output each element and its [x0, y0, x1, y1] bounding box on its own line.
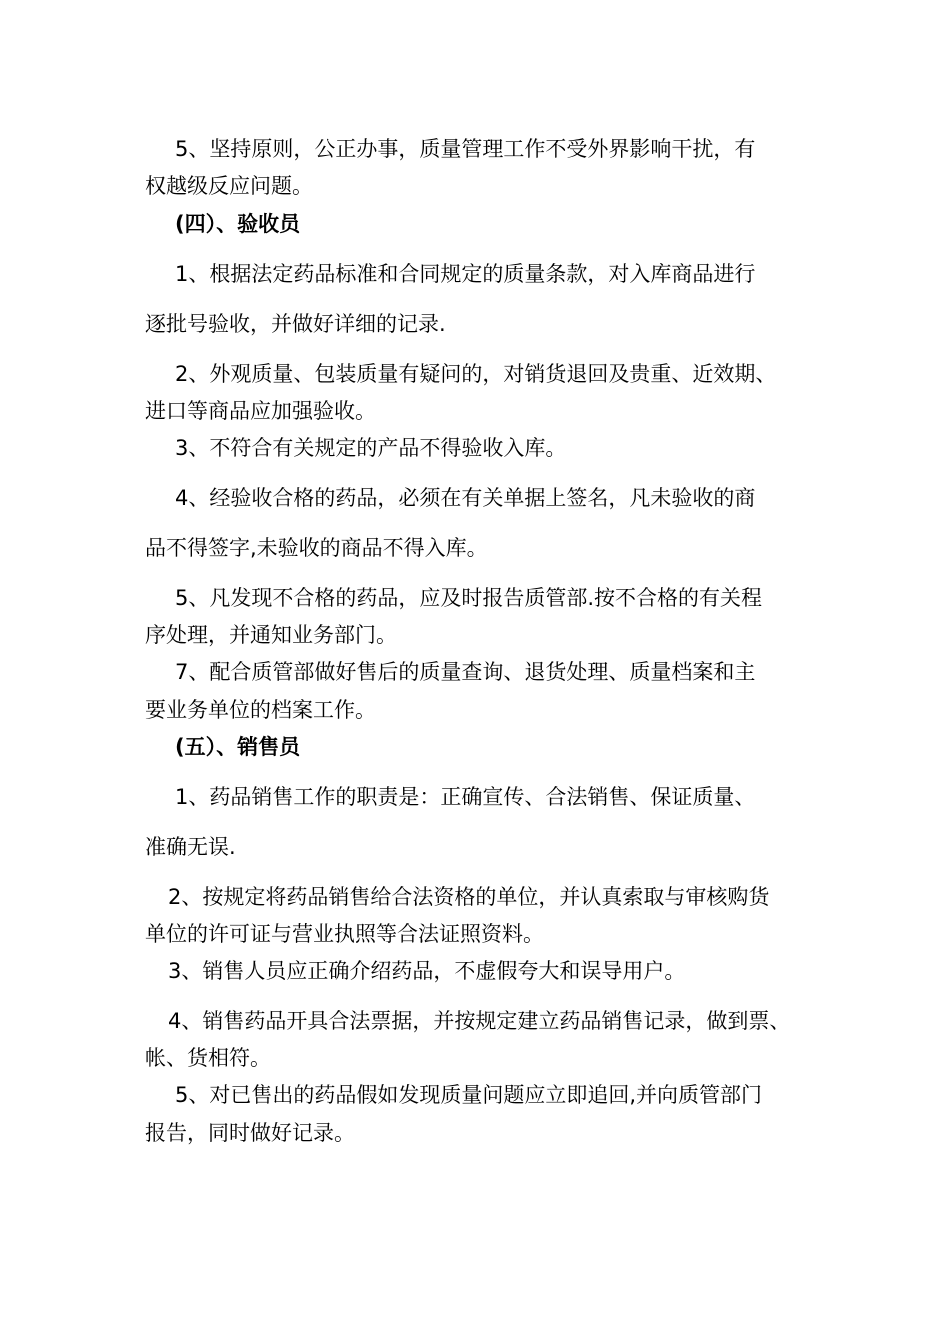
paragraph-line: 5、坚持原则，公正办事，质量管理工作不受外界影响干扰，有: [175, 137, 756, 161]
paragraph-line: 4、经验收合格的药品，必须在有关单据上签名，凡未验收的商: [175, 486, 756, 510]
paragraph-line: 4、销售药品开具合法票据，并按规定建立药品销售记录，做到票、: [168, 1009, 791, 1033]
paragraph-line: 3、不符合有关规定的产品不得验收入库。: [175, 436, 567, 460]
paragraph-line: 帐、货相符。: [145, 1046, 271, 1070]
paragraph-line: 1、药品销售工作的职责是：正确宣传、合法销售、保证质量、: [175, 785, 756, 809]
paragraph-line: 准确无误.: [145, 835, 236, 859]
paragraph-line: 3、销售人员应正确介绍药品，不虚假夸大和误导用户。: [168, 959, 686, 983]
paragraph-line: 进口等商品应加强验收。: [145, 399, 376, 423]
paragraph-line: 1、根据法定药品标准和合同规定的质量条款，对入库商品进行: [175, 262, 756, 286]
section-heading-inspector: (四）、验收员: [175, 212, 301, 236]
paragraph-line: 单位的许可证与营业执照等合法证照资料。: [145, 922, 544, 946]
paragraph-line: 2、外观质量、包装质量有疑问的，对销货退回及贵重、近效期、: [175, 362, 777, 386]
paragraph-line: 2、按规定将药品销售给合法资格的单位，并认真索取与审核购货: [168, 885, 770, 909]
paragraph-line: 逐批号验收，并做好详细的记录.: [145, 312, 446, 336]
paragraph-line: 7、配合质管部做好售后的质量查询、退货处理、质量档案和主: [175, 660, 756, 684]
paragraph-line: 权越级反应问题。: [145, 174, 313, 198]
paragraph-line: 要业务单位的档案工作。: [145, 698, 376, 722]
paragraph-line: 5、对已售出的药品假如发现质量问题应立即追回,并向质管部门: [175, 1083, 763, 1107]
paragraph-line: 品不得签字,未验收的商品不得入库。: [145, 536, 488, 560]
section-heading-sales: (五）、销售员: [175, 735, 301, 759]
paragraph-line: 报告，同时做好记录。: [145, 1121, 355, 1145]
paragraph-line: 5、凡发现不合格的药品，应及时报告质管部.按不合格的有关程: [175, 586, 763, 610]
paragraph-line: 序处理，并通知业务部门。: [145, 623, 397, 647]
